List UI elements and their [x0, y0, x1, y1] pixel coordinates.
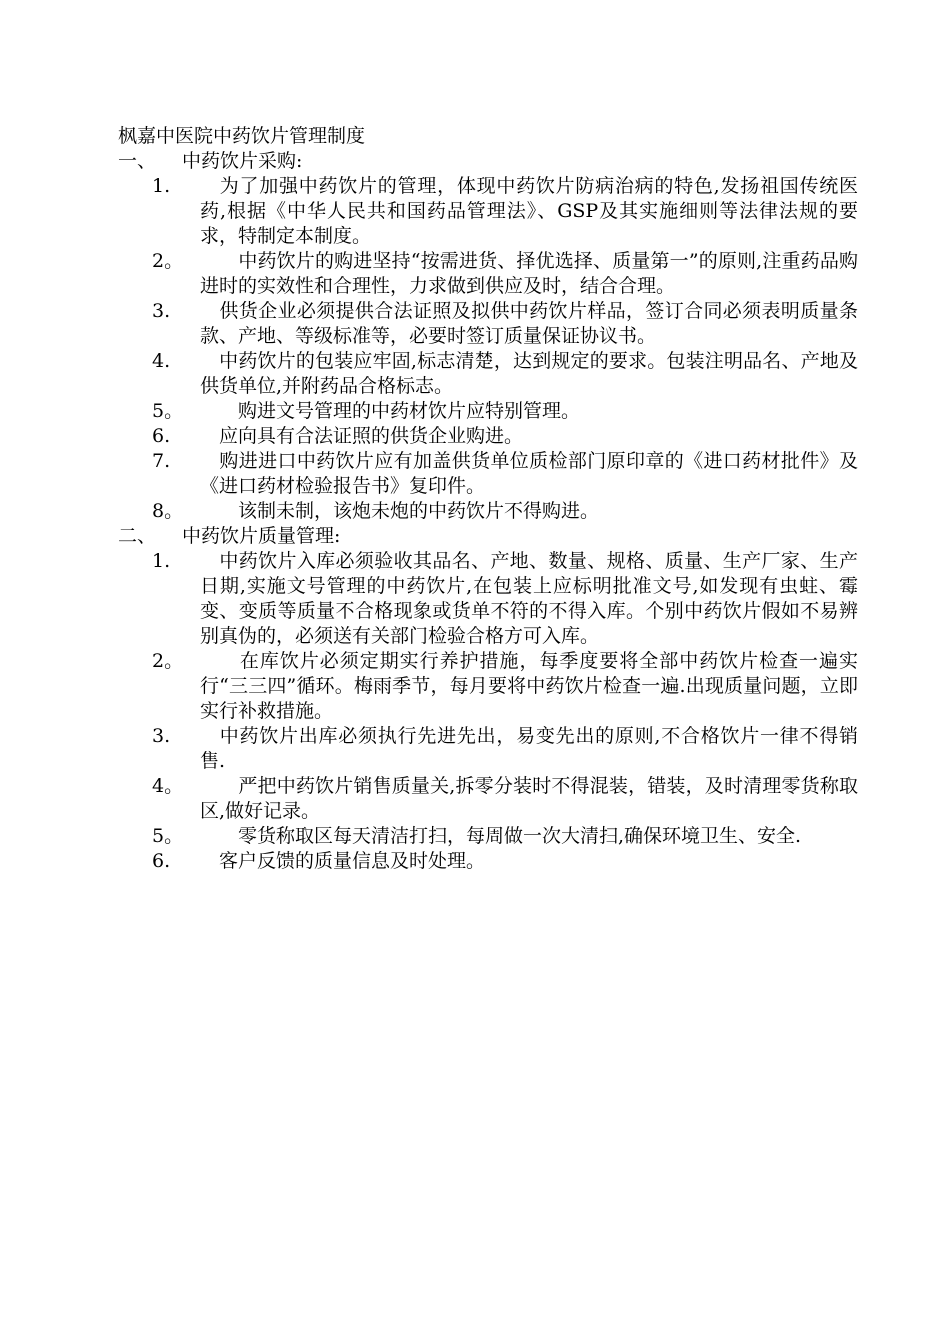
item-text: 零货称取区每天清洁打扫，每周做一次大清扫,确保环境卫生、安全. — [200, 825, 802, 847]
list-item — [118, 549, 858, 649]
item-number: 5。 — [152, 400, 184, 422]
section-title: 中药饮片采购: — [182, 150, 303, 172]
section-number: 二、 — [118, 525, 157, 547]
item-text: 购进文号管理的中药材饮片应特别管理。 — [200, 400, 581, 422]
item-number: 2。 — [152, 650, 184, 672]
item-text: 该制未制，该炮未炮的中药饮片不得购进。 — [200, 500, 600, 522]
item-text: 中药饮片出库必须执行先进先出，易变先出的原则,不合格饮片一律不得销售. — [200, 725, 858, 772]
list-item — [118, 774, 858, 824]
item-text: 中药饮片的购进坚持“按需进货、择优选择、质量第一”的原则,注重药品购进时的实效性和合理性，力求做到供应及时，结合合理。 — [200, 250, 858, 297]
document-title: 枫嘉中医院中药饮片管理制度 — [118, 125, 366, 147]
item-number: 8。 — [152, 500, 184, 522]
item-number: 6. — [152, 425, 171, 447]
item-number: 7. — [152, 450, 171, 472]
item-text: 客户反馈的质量信息及时处理。 — [200, 850, 486, 872]
list-item — [118, 449, 858, 499]
section-heading — [118, 524, 858, 549]
section-quality — [118, 524, 858, 874]
list-item — [118, 824, 858, 849]
item-number: 1. — [152, 175, 171, 197]
item-number: 6. — [152, 850, 171, 872]
list-item — [118, 249, 858, 299]
document-page — [118, 124, 858, 874]
item-number: 3. — [152, 300, 171, 322]
section-number: 一、 — [118, 150, 157, 172]
list-item — [118, 724, 858, 774]
item-number: 5。 — [152, 825, 184, 847]
item-text: 为了加强中药饮片的管理，体现中药饮片防病治病的特色,发扬祖国传统医药,根据《中华人民共和国药品管理法》、GSP及其实施细则等法律法规的要求，特制定本制度。 — [200, 175, 858, 247]
list-item — [118, 174, 858, 249]
list-item — [118, 849, 858, 874]
section-purchase — [118, 149, 858, 524]
list-item — [118, 399, 858, 424]
item-number: 2。 — [152, 250, 184, 272]
item-text: 购进进口中药饮片应有加盖供货单位质检部门原印章的《进口药材批件》及《进口药材检验报告书》复印件。 — [200, 450, 858, 497]
item-text: 中药饮片入库必须验收其品名、产地、数量、规格、质量、生产厂家、生产日期,实施文号管理的中药饮片,在包装上应标明批准文号,如发现有虫蛀、霉变、变质等质量不合格现象或货单不符的不得入库。个别中药饮片假如不易辨别真伪的，必须送有关部门检验合格方可入库。 — [200, 550, 858, 647]
item-text: 供货企业必须提供合法证照及拟供中药饮片样品，签订合同必须表明质量条款、产地、等级标准等，必要时签订质量保证协议书。 — [200, 300, 858, 347]
item-number: 4. — [152, 350, 171, 372]
section-title: 中药饮片质量管理: — [182, 525, 341, 547]
item-text: 应向具有合法证照的供货企业购进。 — [200, 425, 524, 447]
item-text: 在库饮片必须定期实行养护措施，每季度要将全部中药饮片检查一遍实行“三三四”循环。梅雨季节，每月要将中药饮片检查一遍.出现质量问题，立即实行补救措施。 — [200, 650, 858, 722]
list-item — [118, 649, 858, 724]
item-number: 3. — [152, 725, 171, 747]
section-heading — [118, 149, 858, 174]
list-item — [118, 349, 858, 399]
item-text: 中药饮片的包装应牢固,标志清楚，达到规定的要求。包装注明品名、产地及供货单位,并附药品合格标志。 — [200, 350, 858, 397]
item-number: 1. — [152, 550, 171, 572]
list-item — [118, 299, 858, 349]
item-number: 4。 — [152, 775, 184, 797]
list-item — [118, 424, 858, 449]
list-item — [118, 499, 858, 524]
item-text: 严把中药饮片销售质量关,拆零分装时不得混装，错装，及时清理零货称取区,做好记录。 — [200, 775, 858, 822]
